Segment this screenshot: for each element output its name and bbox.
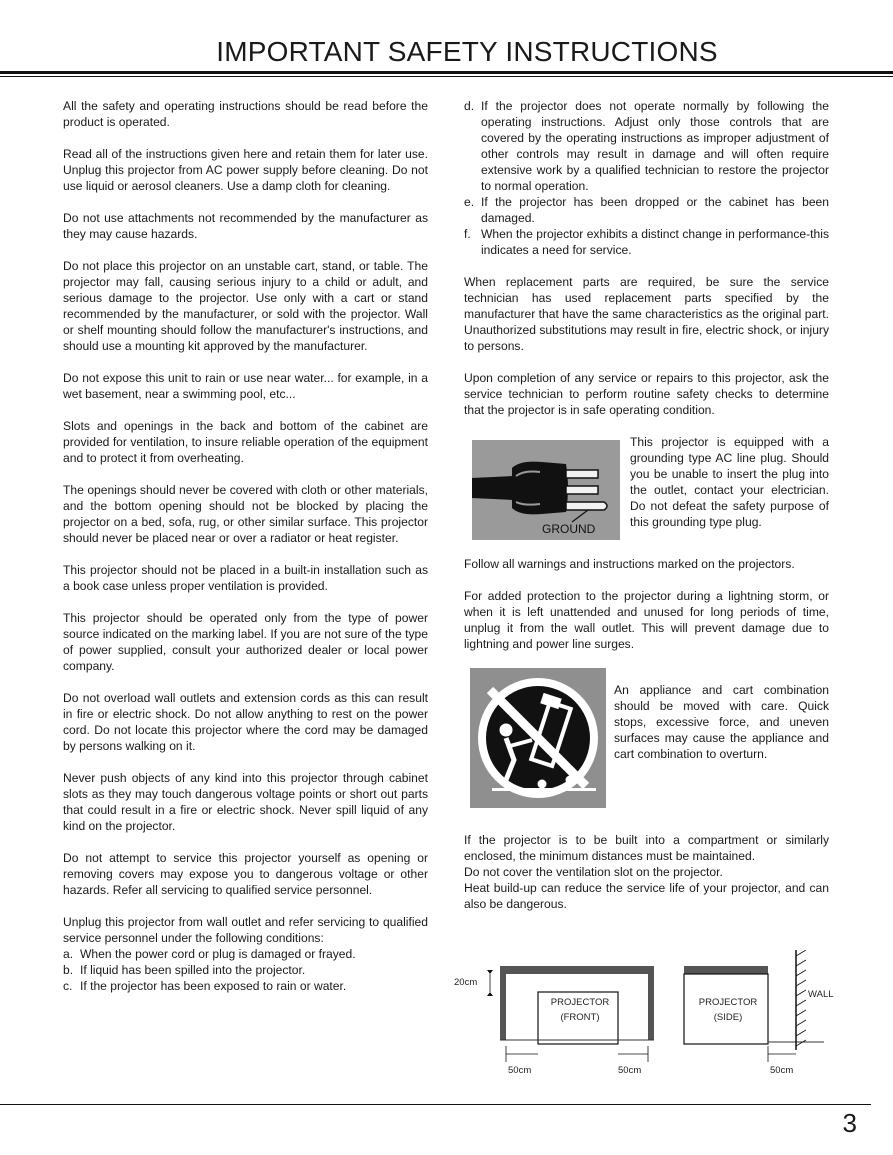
- paragraph: Do not use attachments not recommended by the manufacturer as they may cause hazards.: [63, 211, 428, 241]
- cart-figure-text: An appliance and cart combination should be moved with care. Quick stops, excessive force, and uneven surfaces may cause the appliance and cart combination to overturn.: [614, 683, 829, 761]
- ground-label: GROUND: [542, 522, 596, 536]
- front-box-line1: PROJECTOR: [550, 997, 610, 1008]
- paragraph: Follow all warnings and instructions marked on the projectors.: [464, 557, 795, 571]
- grounding-plug-image: [472, 440, 620, 540]
- cart-figure: [464, 668, 829, 808]
- condition-item: [63, 946, 428, 962]
- condition-item: [464, 226, 829, 258]
- paragraph: Slots and openings in the back and bottom of the cabinet are provided for ventilation, to insure reliable operation of the equipment and to protect it from overheating.: [63, 419, 428, 465]
- cart-tip-over-icon: [470, 668, 606, 808]
- condition-item: [464, 194, 829, 226]
- side-box-line1: PROJECTOR: [698, 997, 758, 1008]
- top-clearance-label: 20cm: [454, 977, 478, 988]
- side-clearance-label: 50cm: [770, 1065, 794, 1076]
- title-rule-thin: [0, 76, 893, 77]
- condition-item: [63, 962, 428, 978]
- paragraph: Never push objects of any kind into this projector through cabinet slots as they may touch dangerous voltage points or short out parts that could result in a fire or electric shock. Never spill liquid of any kind on the projector.: [63, 771, 428, 833]
- cart-warning-image: [470, 668, 606, 808]
- page-title: IMPORTANT SAFETY INSTRUCTIONS: [216, 36, 718, 67]
- condition-label: d.: [464, 99, 475, 113]
- paragraph: Do not expose this unit to rain or use near water... for example, in a wet basement, near a swimming pool, etc...: [63, 371, 428, 401]
- condition-text: If the projector does not operate normally by following the operating instructions. Adjust only those controls that are covered by the operating instructions as improper adjustment of other controls may result in damage and will often require extensive work by a qualified technician to restore the projector to normal operation.: [481, 99, 829, 193]
- paragraph: Do not overload wall outlets and extension cords as this can result in fire or electric shock. Do not allow anything to rest on the power cord. Do not locate this projector where the cord may be damaged by persons walking on it.: [63, 691, 428, 753]
- front-box-line2: (FRONT): [560, 1012, 600, 1023]
- left-column: [63, 98, 428, 994]
- paragraph: This projector should not be placed in a built-in installation such as a book case unless proper ventilation is provided.: [63, 563, 428, 593]
- left-clearance-label: 50cm: [508, 1065, 532, 1076]
- paragraph: When replacement parts are required, be sure the service technician has used replacement parts specified by the manufacturer that have the same characteristics as the original part. Unauthorized substitutions may result in fire, electric shock, or injury to persons.: [464, 275, 829, 353]
- paragraph: Do not attempt to service this projector yourself as opening or removing covers may expose you to dangerous voltage or other hazards. Refer all servicing to qualified service personnel.: [63, 851, 428, 897]
- condition-text: If liquid has been spilled into the projector.: [80, 963, 306, 977]
- paragraph: Do not place this projector on an unstable cart, stand, or table. The projector may fall, causing serious injury to a child or adult, and serious damage to the projector. Use only with a cart or stand recommended by the manufacturer, or sold with the projector. Wall or shelf mounting should follow the manufacturer's instructions, and should use a mounting kit approved by the manufacturer.: [63, 259, 428, 353]
- compartment-line: Heat build-up can reduce the service life of your projector, and can also be dangerous.: [464, 881, 829, 911]
- paragraph: This projector should be operated only from the type of power source indicated on the marking label. If you are not sure of the type of power supplied, consult your authorized dealer or local power company.: [63, 611, 428, 673]
- ground-figure-text: This projector is equipped with a grounding type AC line plug. Should you be unable to insert the plug into the outlet, contact your electrician. Do not defeat the safety purpose of this grounding type plug.: [630, 435, 829, 529]
- condition-label: b.: [63, 963, 74, 977]
- condition-item: [464, 98, 829, 194]
- paragraph: Read all of the instructions given here and retain them for later use. Unplug this projector from AC power supply before cleaning. Do not use liquid or aerosol cleaners. Use a damp cloth for cleaning.: [63, 147, 428, 193]
- right-column: [454, 98, 834, 1100]
- compartment-line: If the projector is to be built into a compartment or similarly enclosed, the minimum distances must be maintained.: [464, 833, 829, 863]
- condition-label: c.: [63, 979, 73, 993]
- wall-label: WALL: [808, 989, 834, 1000]
- right-clearance-label: 50cm: [618, 1065, 642, 1076]
- condition-label: e.: [464, 195, 475, 209]
- paragraph: Unplug this projector from wall outlet and refer servicing to qualified service personnel under the following conditions:: [63, 915, 428, 945]
- condition-text: If the projector has been dropped or the cabinet has been damaged.: [481, 195, 829, 225]
- paragraph: All the safety and operating instructions should be read before the product is operated.: [63, 99, 428, 129]
- title-rule: [0, 71, 893, 74]
- side-box-line2: (SIDE): [713, 1012, 743, 1023]
- paragraph: The openings should never be covered with cloth or other materials, and the bottom opening should not be blocked by placing the projector on a bed, sofa, rug, or other similar surface. This projector should never be placed near or over a radiator or heat register.: [63, 483, 428, 545]
- condition-text: If the projector has been exposed to rain or water.: [80, 979, 347, 993]
- condition-text: When the projector exhibits a distinct change in performance-this indicates a need for service.: [481, 227, 829, 257]
- page-number: 3: [842, 1108, 857, 1138]
- footer-rule: [0, 1104, 871, 1105]
- condition-item: [63, 978, 428, 994]
- paragraph: Upon completion of any service or repairs to this projector, ask the service technician to perform routine safety checks to determine that the projector is in safe operating condition.: [464, 371, 829, 417]
- condition-label: a.: [63, 947, 74, 961]
- condition-text: When the power cord or plug is damaged or frayed.: [80, 947, 356, 961]
- clearance-diagram: [454, 950, 834, 1100]
- paragraph: For added protection to the projector during a lightning storm, or when it is left unattended and unused for long periods of time, unplug it from the wall outlet. This will prevent damage due to lightning and power line surges.: [464, 589, 829, 651]
- compartment-line: Do not cover the ventilation slot on the projector.: [464, 865, 723, 879]
- ground-figure: [464, 434, 829, 540]
- condition-label: f.: [464, 227, 471, 241]
